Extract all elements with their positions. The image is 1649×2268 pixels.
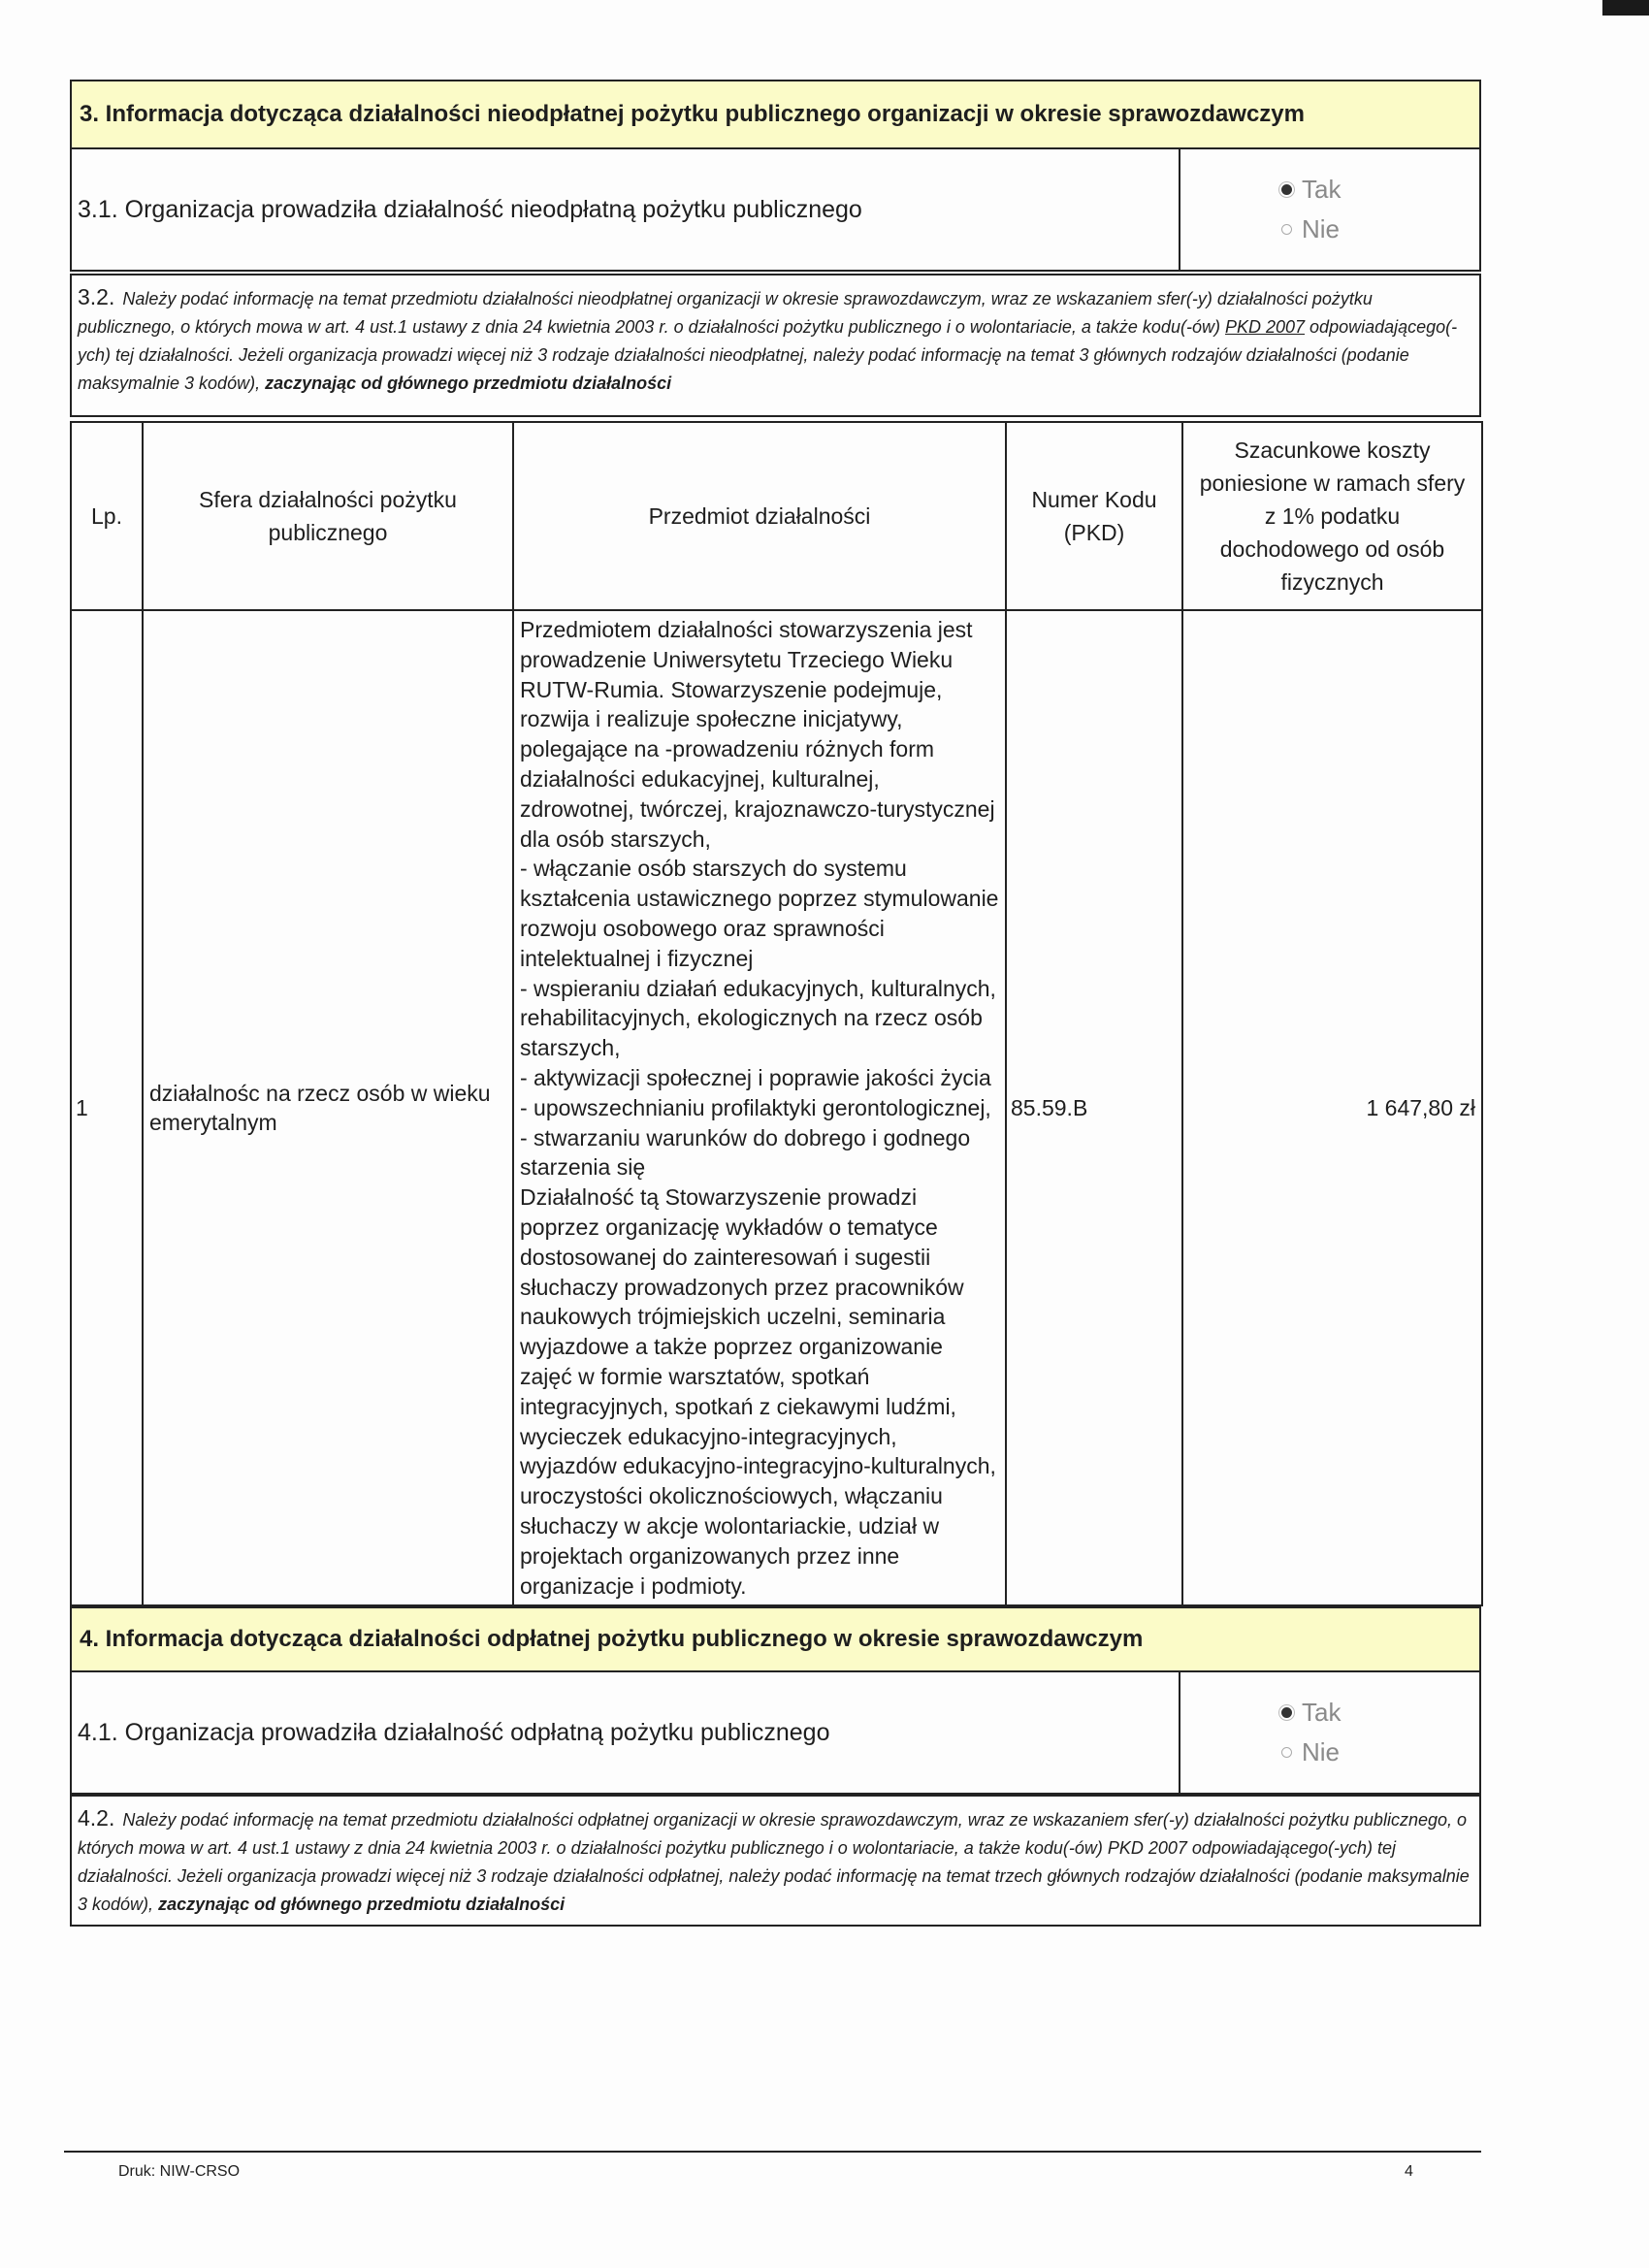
radio-nie-4-1[interactable] bbox=[1281, 1737, 1479, 1767]
section-4-header bbox=[70, 1606, 1481, 1672]
radio-tak-4-1[interactable] bbox=[1281, 1698, 1479, 1728]
question-3-1-label: 3.1. Organizacja prowadziła działalność nieodpłatną pożytku publicznego bbox=[72, 149, 1180, 270]
radio-nie-label: Nie bbox=[1302, 214, 1341, 243]
table-row bbox=[71, 610, 1482, 1605]
radio-nie-label: Nie bbox=[1302, 1737, 1341, 1766]
radio-tak-3-1[interactable] bbox=[1281, 175, 1479, 205]
pkd-label: PKD 2007 bbox=[1224, 317, 1306, 337]
activity-table bbox=[70, 421, 1483, 1606]
radio-nie-3-1[interactable] bbox=[1281, 214, 1479, 244]
question-4-2-text: Należy podać informację na temat przedmiotu działalności odpłatnej organizacji w okresie sprawozdawczym, wraz ze wskazaniem sfer(-y) działalności pożytku publicznego, o których mowa w art. 4 ust.1 ustawy z dnia 24 kwietnia 2003 r. o działalności pożytku publicznego i o wolontariacie, a także kodu(-ów) PKD 2007 odpowiadającego(-ych) tej działalności. Jeżeli organizacja prowadzi więcej niż 3 rodzaje działalności odpłatnej, należy podać informację na temat trzech głównych rodzajów działalności (podanie maksymalnie 3 kodów), bbox=[78, 1810, 1470, 1914]
radio-empty-icon bbox=[1281, 224, 1292, 235]
cell-kod: 85.59.B bbox=[1006, 610, 1182, 1605]
cell-koszty: 1 647,80 zł bbox=[1182, 610, 1482, 1605]
header-koszty: Szacunkowe koszty poniesione w ramach sfery z 1% podatku dochodowego od osób fizycznych bbox=[1182, 422, 1482, 610]
question-3-2-text-2: odpowiadającego(-ych) tej działalności. Jeżeli organizacja prowadzi więcej niż 3 rodzaje działalności nieodpłatnej, należy podać informację na temat 3 głównych rodzajów działalności (podanie maksymalnie 3 kodów), bbox=[78, 317, 1458, 393]
footer-divider bbox=[64, 2151, 1481, 2153]
radio-tak-label: Tak bbox=[1302, 1698, 1342, 1727]
question-3-2-text: Należy podać informację na temat przedmiotu działalności nieodpłatnej organizacji w okresie sprawozdawczym, wraz ze wskazaniem sfer(-y) działalności pożytku publicznego, o których mowa w art. 4 ust.1 ustawy z dnia 24 kwietnia 2003 r. o działalności pożytku publicznego i o wolontariacie, a także kodu(-ów) bbox=[78, 289, 1373, 337]
radio-tak-label: Tak bbox=[1302, 175, 1342, 204]
question-3-1 bbox=[70, 147, 1481, 272]
scan-edge-mark bbox=[1602, 0, 1649, 16]
radio-selected-icon bbox=[1281, 184, 1292, 195]
question-4-2-emphasis: zaczynając od głównego przedmiotu działalności bbox=[158, 1895, 566, 1914]
question-4-1 bbox=[70, 1670, 1481, 1795]
cell-przedmiot: Przedmiotem działalności stowarzyszenia jest prowadzenie Uniwersytetu Trzeciego Wieku RUTW-Rumia. Stowarzyszenie podejmuje, rozwija i realizuje społeczne inicjatywy, polegające na -prowadzeniu różnych form działalności edukacyjnej, kulturalnej, zdrowotnej, twórczej, krajoznawczo-turystycznej dla osób starszych, - włączanie osób starszych do systemu kształcenia ustawicznego poprzez stymulowanie rozwoju osobowego oraz sprawności intelektualnej i fizycznej - wspieraniu działań edukacyjnych, kulturalnych, rehabilitacyjnych, ekologicznych na rzecz osób starszych, - aktywizacji społecznej i poprawie jakości życia - upowszechnianiu profilaktyki gerontologicznej, - stwarzaniu warunków do dobrego i godnego starzenia się Działalność tą Stowarzyszenie prowadzi poprzez organizację wykładów o tematyce dostosowanej do zainteresowań i sugestii słuchaczy prowadzonych przez pracowników naukowych trójmiejskich uczelni, seminaria wyjazdowe a także poprzez organizowanie zajęć w formie warsztatów, spotkań integracyjnych, spotkań z ciekawymi ludźmi, wycieczek edukacyjno-integracyjnych, wyjazdów edukacyjno-integracyjno-kulturalnych, uroczystości okolicznościowych, włączaniu słuchaczy w akcje wolontariackie, udział w projektach organizowanych przez inne organizacje i podmioty. bbox=[513, 610, 1006, 1605]
cell-lp: 1 bbox=[71, 610, 143, 1605]
question-3-2-emphasis: zaczynając od głównego przedmiotu działalności bbox=[265, 373, 672, 393]
section-3-header bbox=[70, 80, 1481, 149]
page-number: 4 bbox=[1405, 2163, 1413, 2180]
radio-empty-icon bbox=[1281, 1747, 1292, 1758]
table-header-row bbox=[71, 422, 1482, 610]
section-4-title: 4. Informacja dotycząca działalności odpłatnej pożytku publicznego w okresie sprawozdawczym bbox=[80, 1626, 1144, 1652]
question-4-2-number: 4.2. bbox=[78, 1805, 115, 1831]
question-3-2 bbox=[70, 274, 1481, 417]
question-4-1-label: 4.1. Organizacja prowadziła działalność odpłatną pożytku publicznego bbox=[72, 1672, 1180, 1793]
question-4-2 bbox=[70, 1795, 1481, 1927]
cell-sfera: działalnośc na rzecz osób w wieku emerytalnym bbox=[143, 610, 513, 1605]
header-sfera: Sfera działalności pożytku publicznego bbox=[143, 422, 513, 610]
radio-selected-icon bbox=[1281, 1707, 1292, 1718]
section-3-title: 3. Informacja dotycząca działalności nieodpłatnej pożytku publicznego organizacji w okresie sprawozdawczym bbox=[80, 101, 1305, 127]
header-lp: Lp. bbox=[71, 422, 143, 610]
question-3-2-number: 3.2. bbox=[78, 284, 115, 309]
header-kod: Numer Kodu (PKD) bbox=[1006, 422, 1182, 610]
question-4-1-options bbox=[1180, 1672, 1479, 1793]
header-przedmiot: Przedmiot działalności bbox=[513, 422, 1006, 610]
question-3-1-options bbox=[1180, 149, 1479, 270]
footer-print-label: Druk: NIW-CRSO bbox=[118, 2163, 241, 2180]
